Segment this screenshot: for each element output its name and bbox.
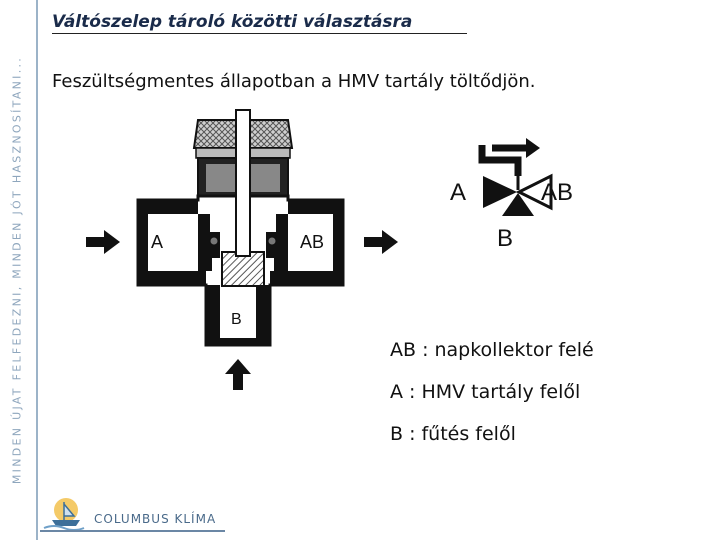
footer-underline <box>40 530 225 532</box>
symbol-port-a-label: A <box>450 179 467 206</box>
footer-brand: COLUMBUS KLÍMA <box>94 512 217 526</box>
slide-title: Váltószelep tároló közötti választásra <box>52 12 467 34</box>
slide-subtitle: Feszültségmentes állapotban a HMV tartály töltődjön. <box>52 71 536 92</box>
legend-item-a <box>390 381 580 403</box>
drawing-port-ab-label: AB <box>300 232 325 252</box>
inflow-arrow-a <box>86 230 120 254</box>
legend-item-ab <box>390 339 594 361</box>
legend-key-a: A : <box>390 381 416 403</box>
legend-key-b: B : <box>390 423 416 445</box>
sidebar-slogan: MINDEN ÚJAT FELFEDEZNI, MINDEN JÓT HASZNOSÍTANI... <box>10 55 24 485</box>
columbus-ship-logo-icon <box>40 496 92 532</box>
outflow-arrow-ab <box>364 230 398 254</box>
symbol-port-ab-label: AB <box>541 179 574 206</box>
symbol-port-b-label: B <box>497 225 514 252</box>
drawing-port-b-label: B <box>231 311 242 328</box>
legend-text-ab: napkollektor felé <box>434 339 594 361</box>
legend-item-b <box>390 423 516 445</box>
legend-text-b: fűtés felől <box>421 423 516 445</box>
drawing-port-a-label: A <box>151 232 164 252</box>
legend-text-a: HMV tartály felől <box>421 381 581 403</box>
legend-key-ab: AB : <box>390 339 429 361</box>
inflow-arrow-b <box>225 359 251 390</box>
